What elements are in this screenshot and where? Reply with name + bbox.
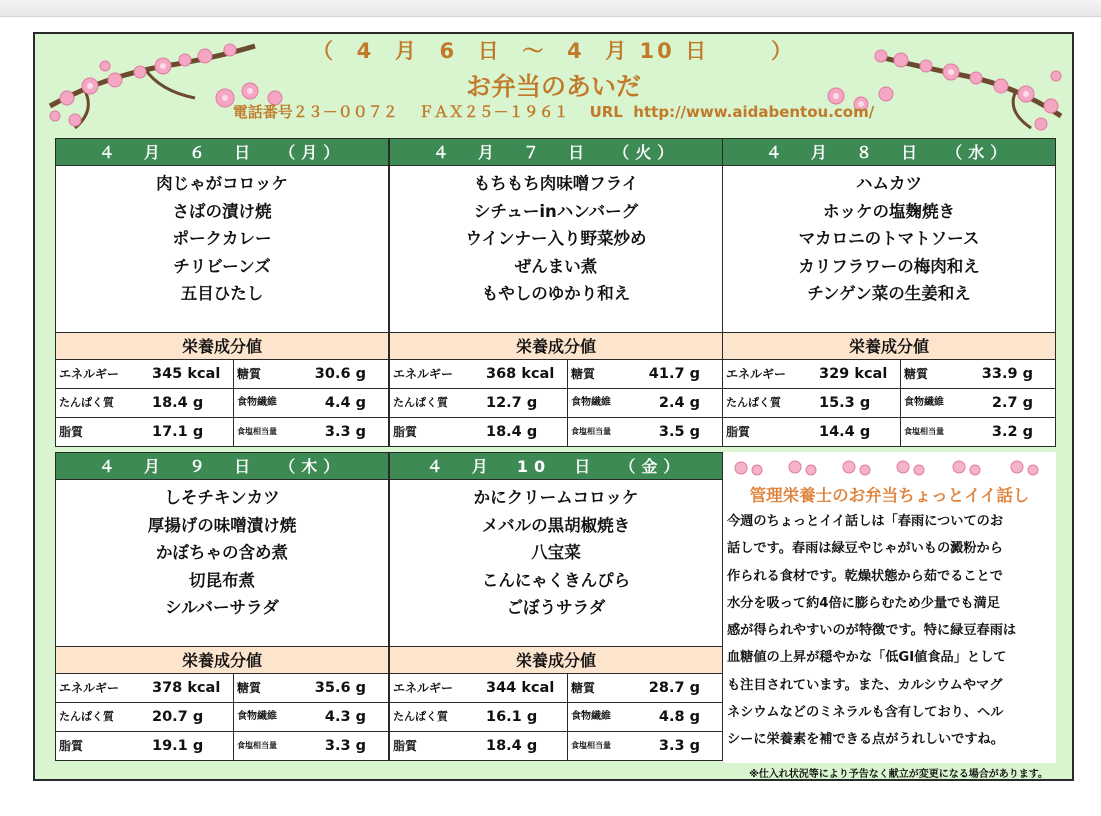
cherry-blossom-row-icon <box>727 456 1052 480</box>
fiber-value: 2.7 g <box>991 395 1033 411</box>
menu-item: チンゲン菜の生姜和え <box>807 284 971 303</box>
energy-label: エネルギー <box>59 681 120 695</box>
nutrition-row-protein <box>389 389 723 418</box>
menu-item: ぜんまい煮 <box>514 256 598 276</box>
browser-top-bar <box>0 0 1101 17</box>
nutrition-row-protein <box>389 703 723 732</box>
nutrition-row-fat <box>389 732 723 761</box>
fat-label: 脂質 <box>393 739 418 753</box>
sugar-label: 糖質 <box>904 367 929 381</box>
menu-item: かぼちゃの含め煮 <box>156 543 288 562</box>
fat-value: 17.1 g <box>152 424 204 440</box>
tip-line: 作られる食材です。乾燥状態から茹でることで <box>727 568 1003 584</box>
day-card-apr7 <box>389 138 723 447</box>
fiber-value: 2.4 g <box>658 395 700 411</box>
fiber-value: 4.3 g <box>324 709 366 725</box>
menu-item: 切昆布煮 <box>189 570 255 590</box>
tip-line: シーに栄養素を補できる点がうれしいですね。 <box>727 732 1004 748</box>
tip-line: 水分を吸って約4倍に膨らむため少量でも満足 <box>727 595 1000 611</box>
tip-title: 管理栄養士のお弁当ちょっとイイ話し <box>749 486 1030 505</box>
protein-label: たんぱく質 <box>393 710 448 723</box>
nutrition-row-energy <box>55 360 389 389</box>
nutrition-row-protein <box>55 389 389 418</box>
protein-label: たんぱく質 <box>393 396 448 409</box>
salt-label: 食塩相当量 <box>237 741 277 750</box>
salt-value: 3.3 g <box>324 424 366 440</box>
day-heading: ４ 月 ９ 日 （木） <box>55 452 389 480</box>
energy-label: エネルギー <box>726 367 787 381</box>
brand-name: お弁当のあいだ <box>465 72 641 101</box>
menu-item: カリフラワーの梅肉和え <box>798 256 980 276</box>
menu-item: ウインナー入り野菜炒め <box>465 229 647 248</box>
sugar-value: 28.7 g <box>648 680 700 696</box>
day-heading: ４ 月 10 日 （金） <box>389 452 723 480</box>
menu-item: ポークカレー <box>172 229 272 248</box>
nutrition-heading: 栄養成分値 <box>722 332 1056 360</box>
day-card-apr6 <box>55 138 389 447</box>
nutrition-row-fat <box>55 418 389 447</box>
tip-body <box>727 508 1055 754</box>
nutrition-row-fat <box>55 732 389 761</box>
menu-item: シルバーサラダ <box>165 598 279 617</box>
salt-value: 3.2 g <box>991 424 1033 440</box>
tip-line: 血糖値の上昇が穏やかな「低GI値食品」として <box>727 650 1007 666</box>
contact-info: 電話番号２３－００７２ ＦＡＸ２５－１９６１ URL http://www.aidabentou.com/ <box>232 103 875 121</box>
nutrition-row-energy <box>389 360 723 389</box>
nutrition-row-energy <box>389 674 723 703</box>
day-heading: ４ 月 ６ 日 （月） <box>55 138 389 166</box>
menu-item: 八宝菜 <box>531 543 581 562</box>
fiber-label: 食物繊維 <box>904 397 944 408</box>
protein-value: 15.3 g <box>819 395 871 411</box>
energy-value: 378 kcal <box>152 680 221 696</box>
menu-item: しそチキンカツ <box>164 488 280 507</box>
tip-line: 感が得られやすいのが特徴です。特に緑豆春雨は <box>727 623 1017 639</box>
nutrition-heading: 栄養成分値 <box>389 332 723 360</box>
nutrition-row-energy <box>55 674 389 703</box>
nutritionist-tip-box <box>723 452 1056 763</box>
sugar-label: 糖質 <box>571 681 596 695</box>
fat-value: 14.4 g <box>819 424 871 440</box>
fiber-label: 食物繊維 <box>571 397 611 408</box>
fiber-label: 食物繊維 <box>237 397 277 408</box>
protein-value: 18.4 g <box>152 395 204 411</box>
fat-value: 18.4 g <box>486 424 538 440</box>
fat-label: 脂質 <box>726 425 751 439</box>
footer-note: ※仕入れ状況等により予告なく献立が変更になる場合があります。 <box>749 769 1048 780</box>
tip-line: ネシウムなどのミネラルも含有しており、ヘル <box>727 705 1004 721</box>
menu-item: ハムカツ <box>856 174 922 193</box>
salt-value: 3.3 g <box>324 738 366 754</box>
tip-line: も注目されています。また、カルシウムやマグ <box>727 677 1003 693</box>
protein-label: たんぱく質 <box>726 396 781 409</box>
fat-value: 18.4 g <box>486 738 538 754</box>
nutrition-row-energy <box>722 360 1056 389</box>
energy-value: 329 kcal <box>819 366 888 382</box>
energy-value: 368 kcal <box>486 366 555 382</box>
date-range: （ 4 月 6 日 ～ 4 月 10 日 ） <box>312 39 795 63</box>
protein-label: たんぱく質 <box>59 396 114 409</box>
menu-item: こんにゃくきんぴら <box>481 570 631 590</box>
menu-list <box>55 166 389 332</box>
fiber-label: 食物繊維 <box>571 711 611 722</box>
day-card-apr8 <box>722 138 1056 447</box>
salt-label: 食塩相当量 <box>904 427 944 436</box>
salt-value: 3.5 g <box>658 424 700 440</box>
salt-label: 食塩相当量 <box>571 741 611 750</box>
energy-label: エネルギー <box>393 681 454 695</box>
energy-label: エネルギー <box>393 367 454 381</box>
menu-list <box>55 480 389 646</box>
nutrition-row-fat <box>722 418 1056 447</box>
menu-item: シチューinハンバーグ <box>473 201 639 221</box>
menu-item: マカロニのトマトソース <box>798 229 980 248</box>
sugar-value: 30.6 g <box>314 366 366 382</box>
menu-item: ホッケの塩麹焼き <box>823 201 955 221</box>
fat-label: 脂質 <box>393 425 418 439</box>
sugar-value: 35.6 g <box>314 680 366 696</box>
sugar-value: 41.7 g <box>648 366 700 382</box>
day-heading: ４ 月 ７ 日 （火） <box>389 138 723 166</box>
tip-line: 話しです。春雨は緑豆やじゃがいもの澱粉から <box>727 541 1003 557</box>
sugar-label: 糖質 <box>571 367 596 381</box>
menu-item: ごぼうサラダ <box>506 598 606 617</box>
fat-value: 19.1 g <box>152 738 204 754</box>
energy-label: エネルギー <box>59 367 120 381</box>
fat-label: 脂質 <box>59 425 84 439</box>
menu-item: 厚揚げの味噌漬け焼 <box>147 515 297 535</box>
tip-line: 今週のちょっとイイ話しは「春雨についてのお <box>727 514 1004 529</box>
day-heading: ４ 月 ８ 日 （水） <box>722 138 1056 166</box>
menu-list <box>389 480 723 646</box>
nutrition-row-protein <box>55 703 389 732</box>
header <box>35 34 1072 137</box>
protein-value: 20.7 g <box>152 709 204 725</box>
sugar-label: 糖質 <box>237 681 262 695</box>
menu-item: もちもち肉味噌フライ <box>473 174 639 193</box>
menu-list <box>722 166 1056 332</box>
menu-item: かにクリームコロッケ <box>473 488 639 507</box>
menu-item: 五目ひたし <box>180 284 264 303</box>
nutrition-heading: 栄養成分値 <box>55 646 389 674</box>
fiber-value: 4.8 g <box>658 709 700 725</box>
protein-value: 12.7 g <box>486 395 538 411</box>
menu-item: 肉じゃがコロッケ <box>156 174 288 193</box>
energy-value: 345 kcal <box>152 366 221 382</box>
fiber-value: 4.4 g <box>324 395 366 411</box>
energy-value: 344 kcal <box>486 680 555 696</box>
day-card-apr9 <box>55 452 389 761</box>
nutrition-heading: 栄養成分値 <box>55 332 389 360</box>
menu-item: メバルの黒胡椒焼き <box>481 515 631 535</box>
salt-label: 食塩相当量 <box>571 427 611 436</box>
menu-item: チリビーンズ <box>173 256 271 276</box>
nutrition-row-protein <box>722 389 1056 418</box>
fiber-label: 食物繊維 <box>237 711 277 722</box>
sugar-value: 33.9 g <box>981 366 1033 382</box>
protein-label: たんぱく質 <box>59 710 114 723</box>
protein-value: 16.1 g <box>486 709 538 725</box>
menu-list <box>389 166 723 332</box>
day-card-apr10 <box>389 452 723 761</box>
menu-item: もやしのゆかり和え <box>481 284 631 303</box>
menu-sheet <box>33 32 1074 781</box>
nutrition-heading: 栄養成分値 <box>389 646 723 674</box>
fat-label: 脂質 <box>59 739 84 753</box>
salt-label: 食塩相当量 <box>237 427 277 436</box>
menu-item: さばの漬け焼 <box>172 201 272 221</box>
sugar-label: 糖質 <box>237 367 262 381</box>
salt-value: 3.3 g <box>658 738 700 754</box>
nutrition-row-fat <box>389 418 723 447</box>
